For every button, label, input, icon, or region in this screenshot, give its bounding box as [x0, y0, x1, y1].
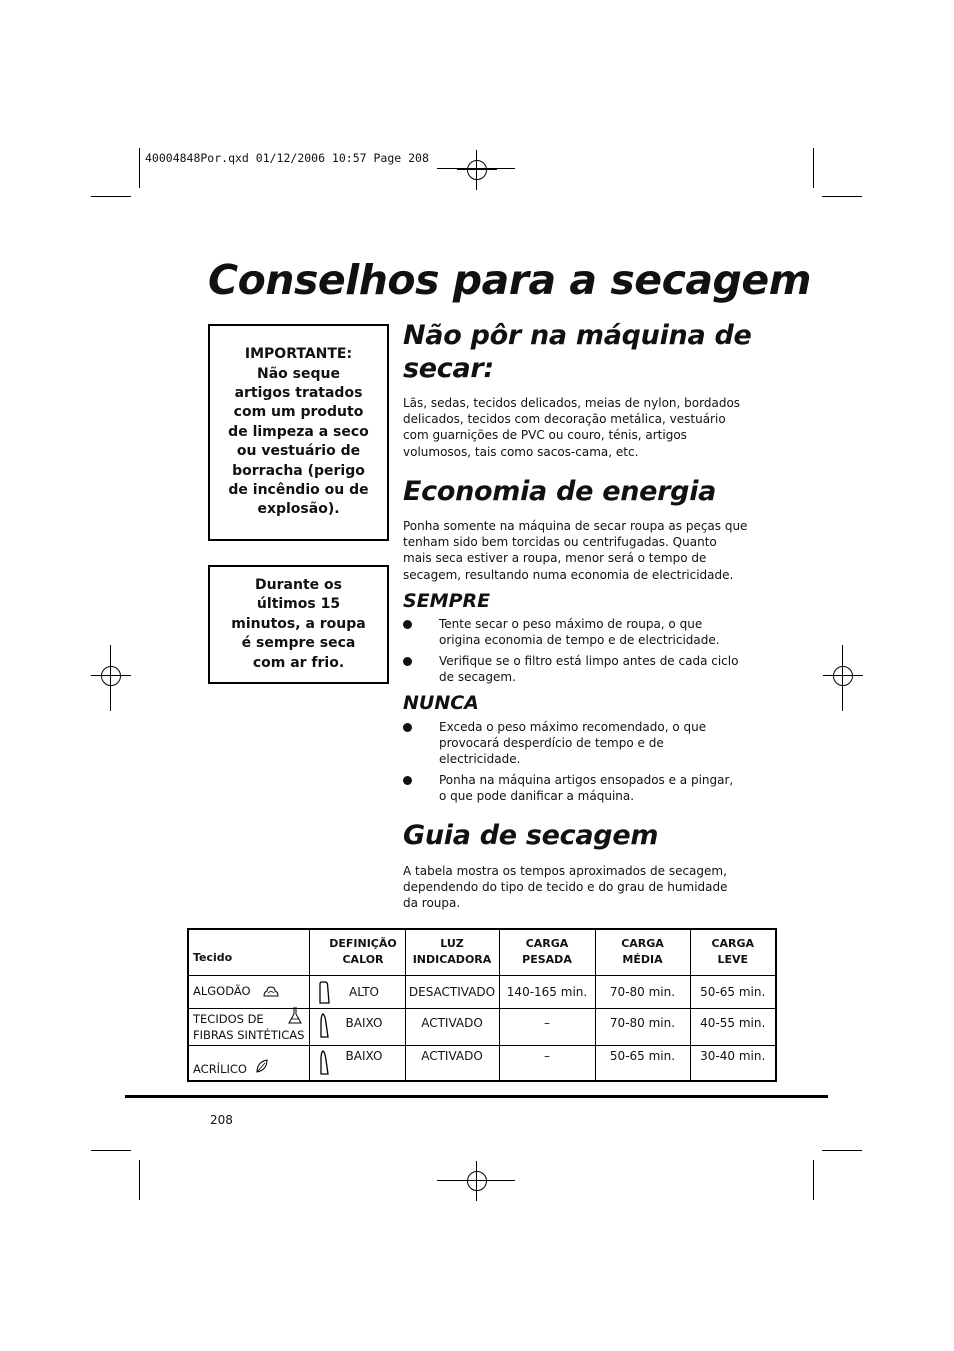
indicator-cell: ACTIVADO: [405, 1045, 499, 1081]
table-row: [188, 975, 776, 1008]
cool-air-note-box: Durante os últimos 15 minutos, a roupa é sempre seca com ar frio.: [208, 565, 389, 684]
drying-guide-table: [187, 928, 777, 1082]
heat-cell: BAIXO: [309, 1045, 405, 1081]
header-fabric: Tecido: [188, 929, 309, 975]
bullet-icon: [403, 776, 412, 785]
fabric-cell: ALGODÃO: [188, 975, 309, 1008]
print-slug: 40004848Por.qxd 01/12/2006 10:57 Page 208: [145, 151, 429, 165]
page-title: Conselhos para a secagem: [208, 256, 811, 304]
medium-load-cell: 50-65 min.: [595, 1045, 690, 1081]
table-row: [188, 1045, 776, 1081]
crop-mark: [822, 1150, 862, 1151]
cotton-icon: [262, 984, 280, 1000]
header-heavy-load: CARGA PESADA: [499, 929, 595, 975]
registration-mark: [823, 656, 863, 696]
fabric-cell: TECIDOS DE FIBRAS SINTÉTICAS: [188, 1008, 309, 1045]
low-heat-icon: [318, 1050, 330, 1076]
crop-mark: [822, 196, 862, 197]
crop-mark: [813, 1160, 814, 1200]
important-warning-box: IMPORTANTE: Não seque artigos tratados com um produto de limpeza a seco ou vestuário de borracha (perigo de incêndio ou de explosão).: [208, 324, 389, 541]
crop-mark: [91, 1150, 131, 1151]
fabric-cell: ACRÍLICO: [188, 1045, 309, 1081]
acrylic-leaf-icon: [255, 1058, 269, 1074]
light-load-cell: 30-40 min.: [690, 1045, 776, 1081]
medium-load-cell: 70-80 min.: [595, 975, 690, 1008]
never-item: Exceda o peso máximo recomendado, o que provocará desperdício de tempo e de electricidade.: [403, 719, 748, 769]
header-heat-setting: DEFINIÇÃO CALOR: [309, 929, 405, 975]
no-dryer-text: Lãs, sedas, tecidos delicados, meias de nylon, bordados delicados, tecidos com decoração metálica, vestuário com guarnições de PVC ou couro, ténis, artigos volumosos, tais como sacos-cama, etc.: [403, 396, 741, 459]
always-heading: SEMPRE: [403, 590, 491, 612]
table-row: [188, 1008, 776, 1045]
never-item: Ponha na máquina artigos ensopados e a pingar, o que pode danificar a máquina.: [403, 772, 748, 806]
always-item: Verifique se o filtro está limpo antes de cada ciclo de secagem.: [403, 653, 748, 687]
light-load-cell: 50-65 min.: [690, 975, 776, 1008]
always-item: Tente secar o peso máximo de roupa, o que origina economia de tempo e de electricidade.: [403, 616, 748, 650]
registration-mark: [457, 150, 497, 190]
no-dryer-heading: Não pôr na máquina de secar:: [403, 320, 752, 384]
header-indicator-light: LUZ INDICADORA: [405, 929, 499, 975]
heat-cell: ALTO: [309, 975, 405, 1008]
synthetic-flask-icon: [287, 1007, 303, 1025]
crop-mark: [813, 148, 814, 188]
crop-mark: [91, 196, 131, 197]
crop-mark: [139, 148, 140, 188]
guide-heading: Guia de secagem: [403, 820, 659, 851]
bullet-icon: [403, 723, 412, 732]
low-heat-icon: [318, 1013, 330, 1039]
indicator-cell: ACTIVADO: [405, 1008, 499, 1045]
header-light-load: CARGA LEVE: [690, 929, 776, 975]
heat-cell: BAIXO: [309, 1008, 405, 1045]
registration-mark: [457, 1161, 497, 1201]
registration-mark: [91, 656, 131, 696]
guide-text: A tabela mostra os tempos aproximados de secagem, dependendo do tipo de tecido e do grau de humidade da roupa.: [403, 864, 728, 911]
indicator-cell: DESACTIVADO: [405, 975, 499, 1008]
energy-heading: Economia de energia: [403, 476, 717, 507]
footer-rule: [125, 1095, 828, 1098]
header-medium-load: CARGA MÉDIA: [595, 929, 690, 975]
light-load-cell: 40-55 min.: [690, 1008, 776, 1045]
page-number: 208: [210, 1113, 233, 1127]
table-header-row: [188, 929, 776, 975]
heavy-load-cell: –: [499, 1045, 595, 1081]
crop-mark: [139, 1160, 140, 1200]
bullet-icon: [403, 620, 412, 629]
medium-load-cell: 70-80 min.: [595, 1008, 690, 1045]
heavy-load-cell: –: [499, 1008, 595, 1045]
heavy-load-cell: 140-165 min.: [499, 975, 595, 1008]
never-heading: NUNCA: [403, 692, 479, 714]
bullet-icon: [403, 657, 412, 666]
energy-text: Ponha somente na máquina de secar roupa as peças que tenham sido bem torcidas ou centrifugadas. Quanto mais seca estiver a roupa, menor será o tempo de secagem, resultando numa economia de electricidade.: [403, 519, 748, 582]
high-heat-icon: [318, 981, 330, 1005]
